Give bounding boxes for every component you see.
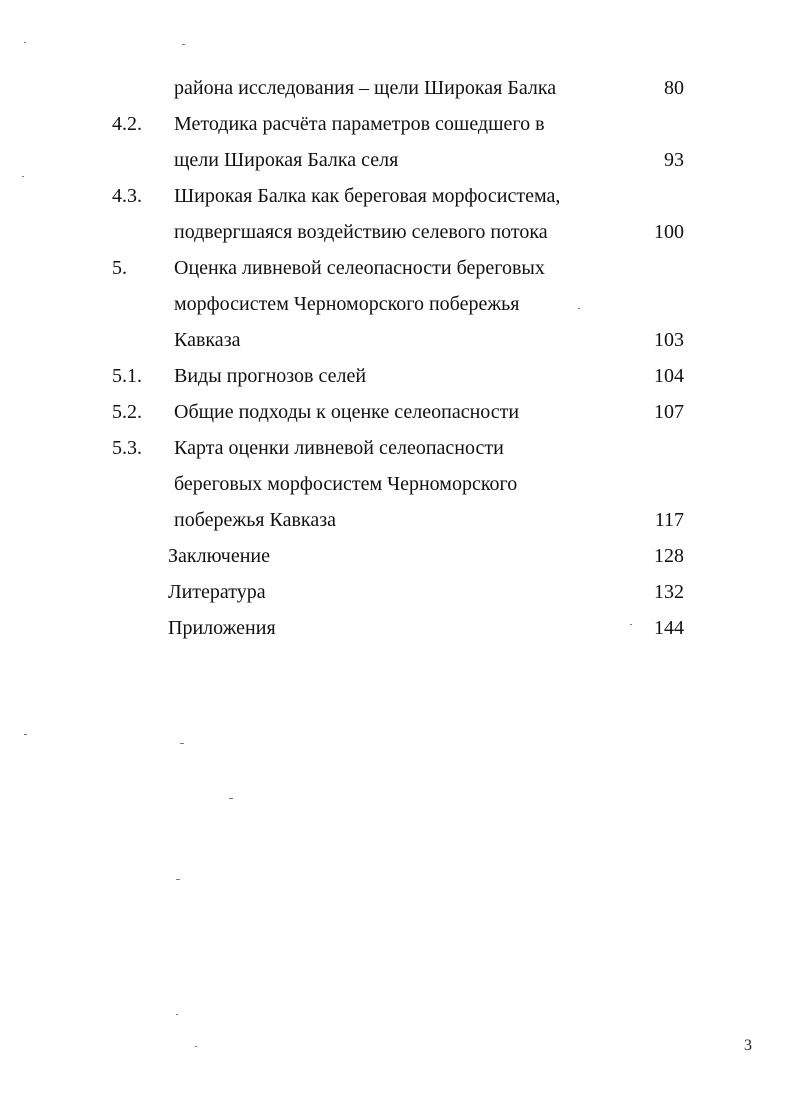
toc-entry-continuation bbox=[0, 144, 796, 176]
toc-entry-text: Карта оценки ливневой селеопасности bbox=[174, 437, 504, 459]
toc-entry-text: Широкая Балка как береговая морфосистема, bbox=[174, 185, 561, 207]
toc-entry-text: Литература bbox=[168, 581, 266, 603]
page-number: 3 bbox=[744, 1037, 752, 1054]
toc-entry-page: 128 bbox=[654, 545, 684, 567]
toc-entry-page: 104 bbox=[654, 365, 684, 387]
toc-entry-page: 117 bbox=[654, 509, 684, 531]
toc-entry bbox=[0, 432, 796, 464]
scan-speck bbox=[24, 734, 27, 735]
toc-entry-page: 103 bbox=[654, 329, 684, 351]
toc-entry-number: 4.3. bbox=[112, 185, 142, 207]
scan-speck bbox=[22, 176, 24, 177]
toc-entry-text: береговых морфосистем Черноморского bbox=[174, 473, 518, 495]
toc-entry-page: 132 bbox=[654, 581, 684, 603]
toc-entry-continuation bbox=[0, 504, 796, 536]
toc-entry bbox=[0, 540, 796, 572]
toc-entry-text: Общие подходы к оценке селеопасности bbox=[174, 401, 520, 423]
toc-entry bbox=[0, 360, 796, 392]
toc-entry-text: Виды прогнозов селей bbox=[174, 365, 367, 387]
toc-entry-page: 93 bbox=[664, 149, 684, 171]
toc-entry-text: подвергшаяся воздействию селевого потока bbox=[174, 221, 548, 243]
scan-speck bbox=[182, 44, 185, 45]
toc-entry-text: Методика расчёта параметров сошедшего в bbox=[174, 113, 545, 135]
scan-speck bbox=[195, 1046, 197, 1047]
scan-speck bbox=[229, 798, 233, 799]
scan-speck bbox=[176, 879, 180, 880]
toc-entry-number: 5.1. bbox=[112, 365, 142, 387]
toc-entry-text: морфосистем Черноморского побережья bbox=[174, 293, 520, 315]
toc-entry bbox=[0, 576, 796, 608]
toc-entry-page: 107 bbox=[654, 401, 684, 423]
toc-entry-continuation bbox=[0, 216, 796, 248]
toc-entry-text: Кавказа bbox=[174, 329, 241, 351]
scan-speck bbox=[578, 308, 580, 309]
toc-entry bbox=[0, 72, 796, 104]
toc-entry-page: 144 bbox=[654, 617, 684, 639]
toc-entry bbox=[0, 180, 796, 212]
toc-entry bbox=[0, 252, 796, 284]
toc-entry-text: Приложения bbox=[168, 617, 276, 639]
toc-entry-text: Заключение bbox=[168, 545, 270, 567]
toc-entry-number: 4.2. bbox=[112, 113, 142, 135]
toc-entry-number: 5. bbox=[112, 257, 127, 279]
toc-entry-number: 5.3. bbox=[112, 437, 142, 459]
toc-entry-continuation bbox=[0, 324, 796, 356]
toc-entry-continuation bbox=[0, 468, 796, 500]
scan-speck bbox=[176, 1014, 178, 1015]
toc-entry bbox=[0, 108, 796, 140]
toc-entry bbox=[0, 612, 796, 644]
scan-speck bbox=[24, 42, 26, 43]
scan-speck bbox=[630, 624, 632, 625]
toc-entry-text: Оценка ливневой селеопасности береговых bbox=[174, 257, 545, 279]
toc-entry-page: 100 bbox=[654, 221, 684, 243]
toc-entry-page: 80 bbox=[664, 77, 684, 99]
toc-entry-text: побережья Кавказа bbox=[174, 509, 336, 531]
toc-entry-number: 5.2. bbox=[112, 401, 142, 423]
toc-entry bbox=[0, 396, 796, 428]
toc-entry-text: щели Широкая Балка селя bbox=[174, 149, 399, 171]
toc-entry-text: района исследования – щели Широкая Балка bbox=[174, 77, 557, 99]
scan-speck bbox=[180, 743, 184, 744]
toc-entry-continuation bbox=[0, 288, 796, 320]
